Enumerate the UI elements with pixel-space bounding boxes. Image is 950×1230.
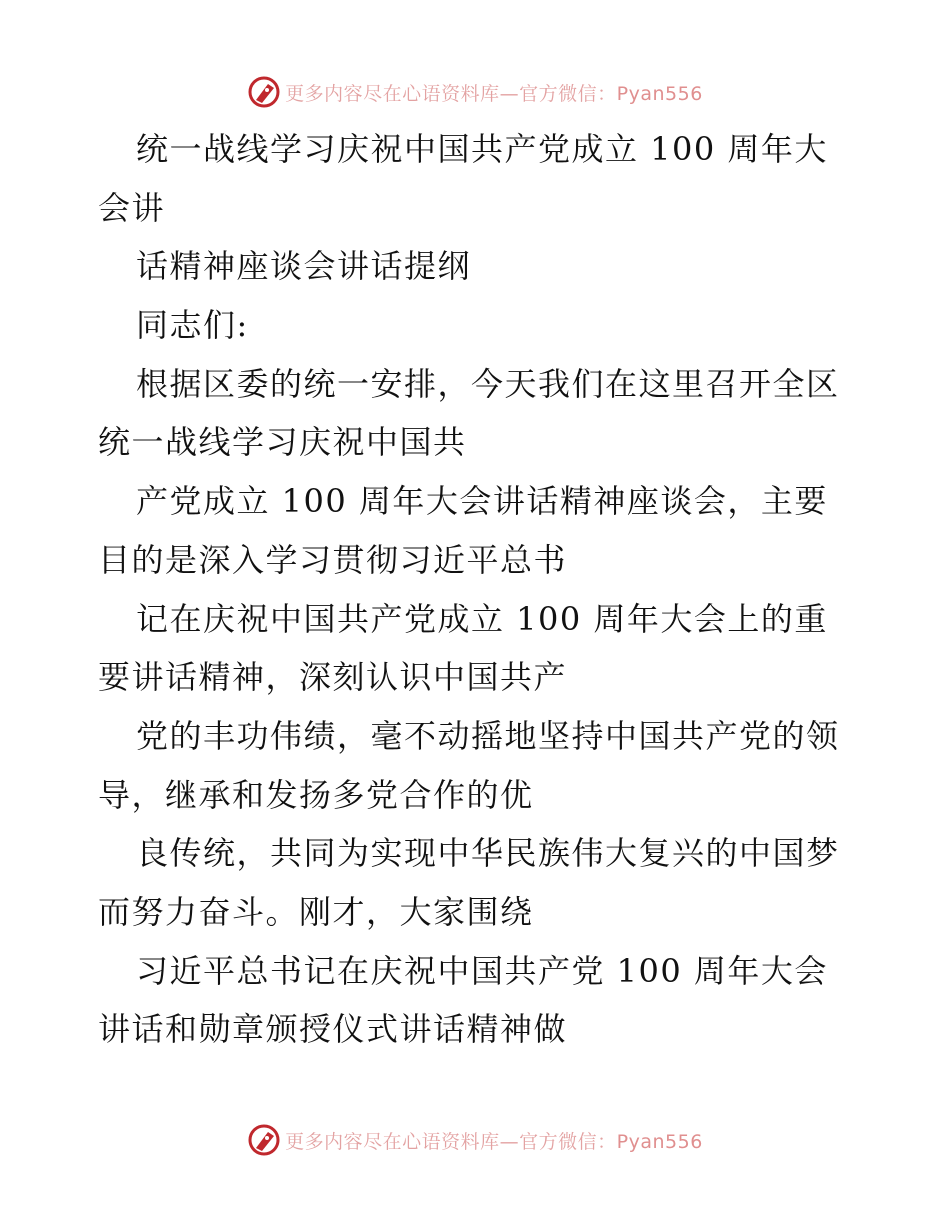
header-watermark [0, 72, 950, 112]
body-line: 习近平总书记在庆祝中国共产党 100 周年大会 [136, 951, 828, 990]
body-line: 导，继承和发扬多党合作的优 [98, 775, 534, 814]
body-line: 要讲话精神，深刻认识中国共产 [98, 658, 568, 697]
watermark-text [285, 1127, 703, 1154]
body-line: 目的是深入学习贯彻习近平总书 [98, 540, 568, 579]
document-body [98, 120, 858, 1059]
document-title-line-1: 统一战线学习庆祝中国共产党成立 100 周年大 [136, 130, 828, 168]
body-line: 产党成立 100 周年大会讲话精神座谈会，主要 [136, 482, 828, 521]
watermark-label: 更多内容尽在心语资料库—官方微信： [285, 82, 617, 105]
watermark-label: 更多内容尽在心语资料库—官方微信： [285, 1130, 617, 1153]
body-line: 统一战线学习庆祝中国共 [98, 423, 467, 462]
document-title-line-3: 话精神座谈会讲话提纲 [136, 247, 472, 286]
body-line: 党的丰功伟绩，毫不动摇地坚持中国共产党的领 [136, 716, 840, 755]
watermark-text [285, 79, 703, 106]
watermark-wechat-id: Pyan556 [616, 82, 703, 105]
body-line: 根据区委的统一安排，今天我们在这里召开全区 [136, 364, 840, 403]
pen-nib-icon [247, 1123, 281, 1157]
watermark-wechat-id: Pyan556 [616, 1130, 703, 1153]
document-title-line-2: 会讲 [98, 188, 166, 227]
pen-nib-icon [247, 75, 281, 109]
salutation: 同志们: [136, 306, 249, 345]
footer-watermark [0, 1120, 950, 1160]
body-line: 良传统，共同为实现中华民族伟大复兴的中国梦 [136, 834, 840, 873]
body-line: 而努力奋斗。刚才，大家围绕 [98, 892, 534, 931]
body-line: 讲话和勋章颁授仪式讲话精神做 [98, 1010, 568, 1049]
body-line: 记在庆祝中国共产党成立 100 周年大会上的重 [136, 599, 828, 638]
